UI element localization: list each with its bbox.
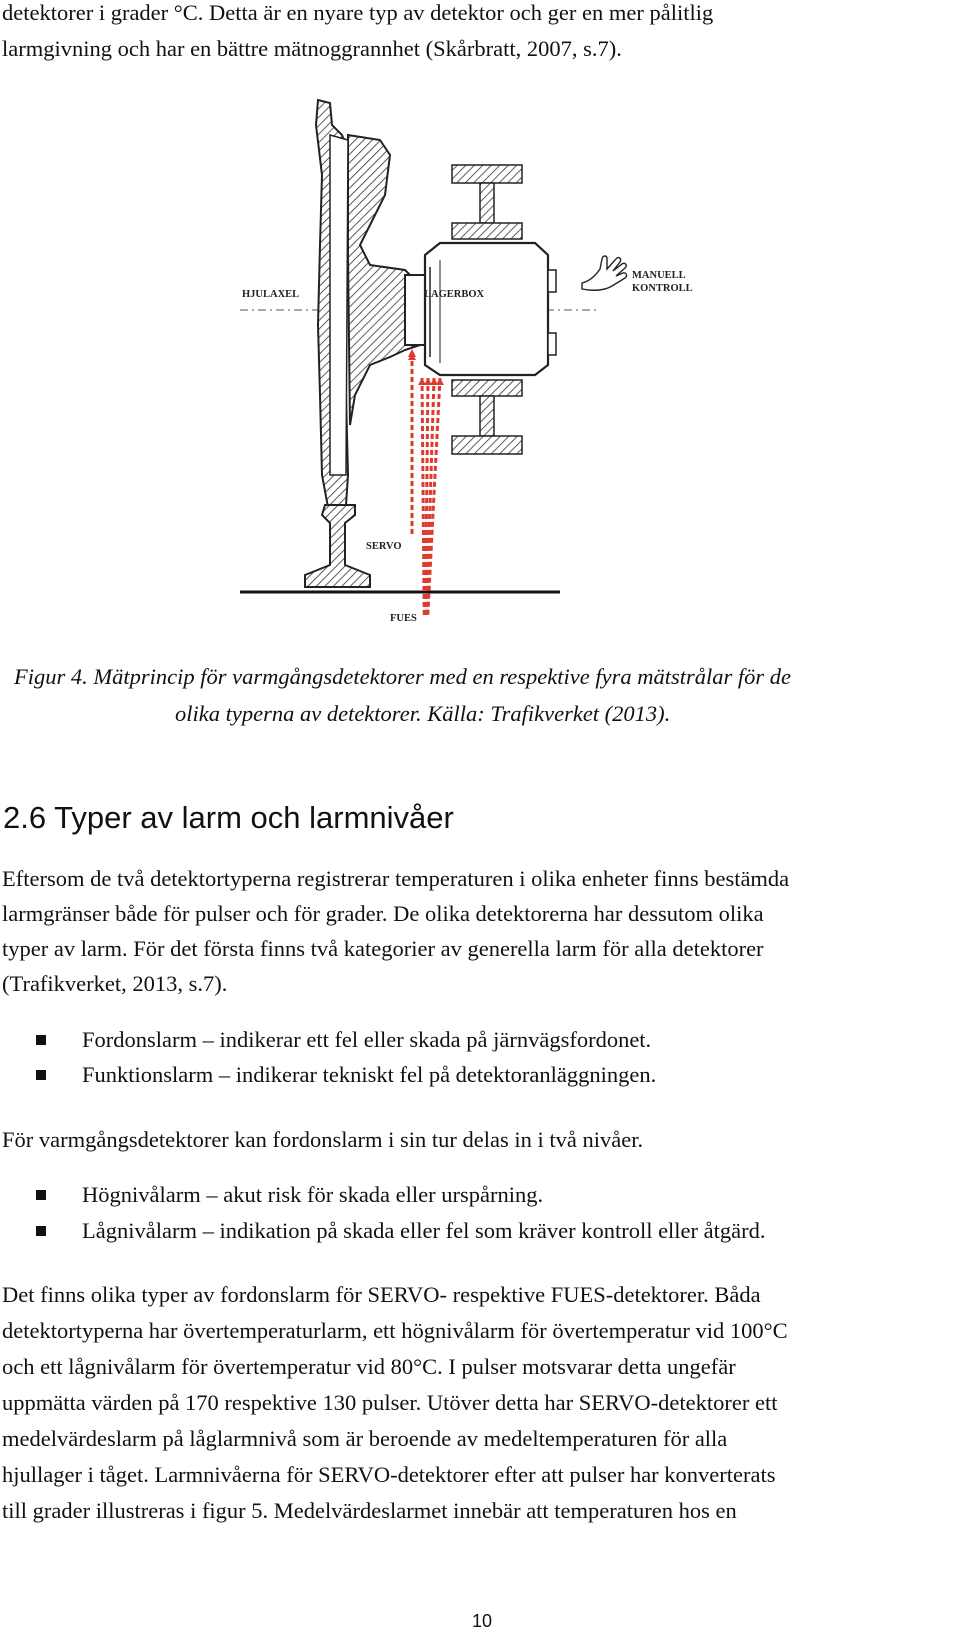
paragraph3-line-5: medelvärdeslarm på låglarmnivå som är beroende av medeltemperaturen för alla (2, 1426, 728, 1451)
label-servo: SERVO (366, 541, 402, 552)
paragraph3-line-7: till grader illustreras i figur 5. Medelvärdeslarmet innebär att temperaturen hos en (2, 1498, 737, 1523)
fues-beam-1 (422, 378, 424, 615)
paragraph1-line-1: Eftersom de två detektortyperna registrerar temperaturen i olika enheter finns bestämda (2, 866, 790, 891)
section-heading: 2.6 Typer av larm och larmnivåer (3, 800, 454, 835)
bullet-marker (36, 1190, 46, 1200)
intro-line-1: detektorer i grader °C. Detta är en nyare typ av detektor och ger en mer pålitlig (2, 0, 714, 25)
bearing-box (425, 243, 548, 375)
rail (305, 505, 370, 587)
servo-arrow-tip (408, 349, 416, 357)
bullet-fordonslarm: Fordonslarm – indikerar ett fel eller skada på järnvägsfordonet. (82, 1027, 652, 1052)
bullet-lagnivalarm: Lågnivålarm – indikation på skada eller fel som kräver kontroll eller åtgärd. (82, 1218, 766, 1243)
label-manuell: MANUELL (632, 270, 686, 281)
figure-caption-line-2: olika typerna av detektorer. Källa: Trafikverket (2013). (175, 701, 671, 726)
hand-icon (582, 256, 626, 290)
bullet-funktionslarm: Funktionslarm – indikerar tekniskt fel på detektoranläggningen. (82, 1062, 657, 1087)
paragraph3-line-4: uppmätta värden på 170 respektive 130 pulser. Utöver detta har SERVO-detektorer ett (2, 1390, 778, 1415)
bullet-marker (36, 1226, 46, 1236)
page-number: 10 (472, 1611, 493, 1631)
label-lagerbox: LAGERBOX (424, 289, 485, 300)
bullet-hognivalarm: Högnivålarm – akut risk för skada eller urspårning. (82, 1182, 544, 1207)
measurement-beams (408, 349, 444, 615)
label-hjulaxel: HJULAXEL (242, 289, 300, 300)
bullet-marker (36, 1035, 46, 1045)
fues-beam-4-arrowhead (436, 378, 444, 385)
paragraph3-line-3: och ett lågnivålarm för övertemperatur vid 80°C. I pulser motsvarar detta ungefär (2, 1354, 736, 1379)
label-fues: FUES (390, 613, 417, 624)
figure-caption-line-1: Figur 4. Mätprincip för varmgångsdetektorer med en respektive fyra mätstrålar för de (14, 664, 791, 689)
paragraph3-line-6: hjullager i tåget. Larmnivåerna för SERVO-detektorer efter att pulser har konverterats (2, 1462, 776, 1487)
paragraph2: För varmgångsdetektorer kan fordonslarm i sin tur delas in i två nivåer. (2, 1127, 644, 1152)
paragraph1-line-4: (Trafikverket, 2013, s.7). (2, 971, 228, 996)
paragraph3-line-1: Det finns olika typer av fordonslarm för SERVO- respektive FUES-detektorer. Båda (2, 1282, 761, 1307)
bullet-marker (36, 1070, 46, 1080)
paragraph3-line-2: detektortyperna har övertemperaturlarm, ett högnivålarm för övertemperatur vid 100°C (2, 1318, 788, 1343)
detector-figure (230, 95, 710, 655)
paragraph1-line-2: larmgränser både för pulser och för grader. De olika detektorerna har dessutom olika (2, 901, 764, 926)
label-kontroll: KONTROLL (632, 283, 693, 294)
paragraph1-line-3: typer av larm. För det första finns två kategorier av generella larm för alla detektorer (2, 936, 764, 961)
intro-line-2: larmgivning och har en bättre mätnoggrannhet (Skårbratt, 2007, s.7). (2, 36, 622, 61)
